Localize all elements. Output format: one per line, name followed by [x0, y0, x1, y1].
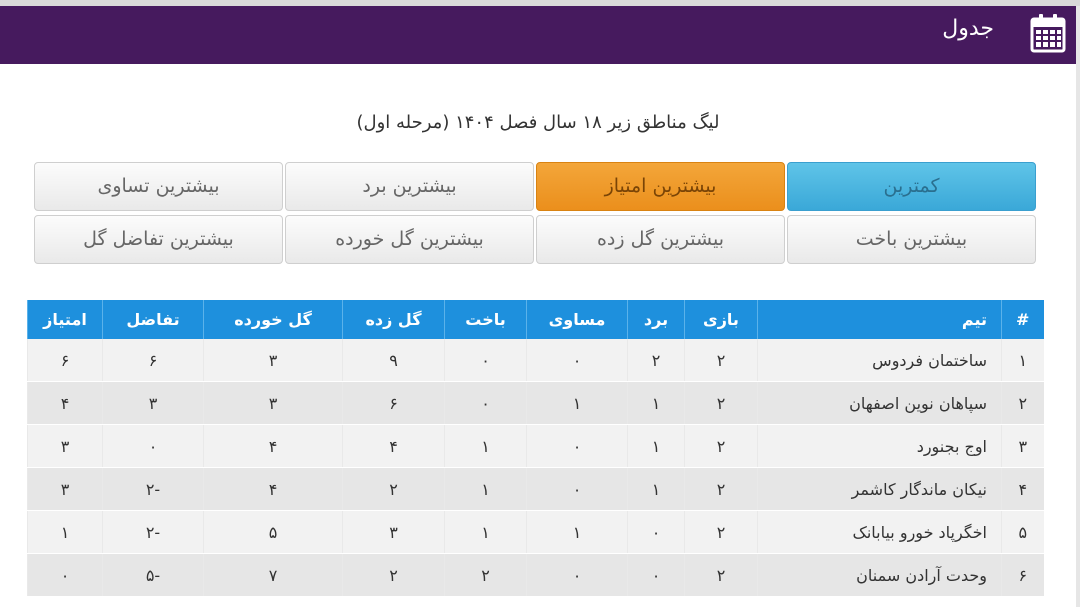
sort-most-goals-for-button[interactable]: بیشترین گل زده	[536, 215, 785, 264]
goals-for-cell: ۹	[343, 339, 445, 382]
col-wins[interactable]: برد	[628, 300, 685, 339]
sort-most-goals-against-button[interactable]: بیشترین گل خورده	[285, 215, 534, 264]
rank-cell: ۵	[1002, 511, 1044, 554]
col-played[interactable]: بازی	[685, 300, 758, 339]
goals-against-cell: ۳	[204, 382, 343, 425]
draws-cell: ۰	[527, 468, 628, 511]
col-goal-diff[interactable]: تفاضل	[103, 300, 204, 339]
losses-cell: ۱	[445, 425, 527, 468]
team-cell[interactable]: نیکان ماندگار کاشمر	[758, 468, 1002, 511]
goals-against-cell: ۵	[204, 511, 343, 554]
wins-cell: ۱	[628, 468, 685, 511]
team-cell[interactable]: وحدت آرادن سمنان	[758, 554, 1002, 597]
wins-cell: ۲	[628, 339, 685, 382]
wins-cell: ۰	[628, 511, 685, 554]
goals-for-cell: ۲	[343, 554, 445, 597]
losses-cell: ۲	[445, 554, 527, 597]
goal-diff-cell: -۵	[103, 554, 204, 597]
sort-least-button[interactable]: کمترین	[787, 162, 1036, 211]
losses-cell: ۱	[445, 468, 527, 511]
losses-cell: ۰	[445, 339, 527, 382]
sort-most-wins-button[interactable]: بیشترین برد	[285, 162, 534, 211]
league-title: لیگ مناطق زیر ۱۸ سال فصل ۱۴۰۴ (مرحله اول)	[356, 112, 720, 133]
team-cell[interactable]: اخگرپاد خورو بیابانک	[758, 511, 1002, 554]
wins-cell: ۰	[628, 554, 685, 597]
team-cell[interactable]: سپاهان نوین اصفهان	[758, 382, 1002, 425]
sort-most-goal-diff-button[interactable]: بیشترین تفاضل گل	[34, 215, 283, 264]
goal-diff-cell: ۶	[103, 339, 204, 382]
played-cell: ۲	[685, 382, 758, 425]
goals-for-cell: ۴	[343, 425, 445, 468]
goal-diff-cell: ۳	[103, 382, 204, 425]
goal-diff-cell: -۲	[103, 468, 204, 511]
col-rank[interactable]: #	[1002, 300, 1044, 339]
col-team[interactable]: تیم	[758, 300, 1002, 339]
sort-most-points-button[interactable]: بیشترین امتیاز	[536, 162, 785, 211]
wins-cell: ۱	[628, 382, 685, 425]
wins-cell: ۱	[628, 425, 685, 468]
right-edge-divider	[1076, 6, 1080, 607]
table-header-row	[28, 300, 1044, 339]
table-row[interactable]	[28, 511, 1044, 554]
played-cell: ۲	[685, 425, 758, 468]
rank-cell: ۲	[1002, 382, 1044, 425]
goals-for-cell: ۶	[343, 382, 445, 425]
header-bar	[0, 6, 1076, 64]
standings-table	[27, 300, 1044, 597]
team-cell[interactable]: ساختمان فردوس	[758, 339, 1002, 382]
losses-cell: ۰	[445, 382, 527, 425]
sort-most-draws-button[interactable]: بیشترین تساوی	[34, 162, 283, 211]
points-cell: ۳	[28, 468, 103, 511]
rank-cell: ۳	[1002, 425, 1044, 468]
goals-for-cell: ۲	[343, 468, 445, 511]
sort-buttons	[34, 162, 1036, 266]
goal-diff-cell: ۰	[103, 425, 204, 468]
table-row[interactable]	[28, 339, 1044, 382]
points-cell: ۶	[28, 339, 103, 382]
draws-cell: ۰	[527, 425, 628, 468]
played-cell: ۲	[685, 511, 758, 554]
rank-cell: ۶	[1002, 554, 1044, 597]
goals-against-cell: ۴	[204, 468, 343, 511]
goals-against-cell: ۴	[204, 425, 343, 468]
col-losses[interactable]: باخت	[445, 300, 527, 339]
played-cell: ۲	[685, 339, 758, 382]
sort-most-losses-button[interactable]: بیشترین باخت	[787, 215, 1036, 264]
draws-cell: ۱	[527, 511, 628, 554]
draws-cell: ۰	[527, 554, 628, 597]
goals-against-cell: ۳	[204, 339, 343, 382]
col-draws[interactable]: مساوی	[527, 300, 628, 339]
team-cell[interactable]: اوج بجنورد	[758, 425, 1002, 468]
losses-cell: ۱	[445, 511, 527, 554]
goals-for-cell: ۳	[343, 511, 445, 554]
col-goals-against[interactable]: گل خورده	[204, 300, 343, 339]
points-cell: ۰	[28, 554, 103, 597]
goal-diff-cell: -۲	[103, 511, 204, 554]
table-row[interactable]	[28, 554, 1044, 597]
played-cell: ۲	[685, 554, 758, 597]
points-cell: ۱	[28, 511, 103, 554]
draws-cell: ۱	[527, 382, 628, 425]
draws-cell: ۰	[527, 339, 628, 382]
header-title: جدول	[942, 16, 994, 41]
rank-cell: ۴	[1002, 468, 1044, 511]
played-cell: ۲	[685, 468, 758, 511]
points-cell: ۳	[28, 425, 103, 468]
col-goals-for[interactable]: گل زده	[343, 300, 445, 339]
points-cell: ۴	[28, 382, 103, 425]
table-row[interactable]	[28, 425, 1044, 468]
rank-cell: ۱	[1002, 339, 1044, 382]
goals-against-cell: ۷	[204, 554, 343, 597]
calendar-icon[interactable]	[1028, 11, 1068, 55]
col-points[interactable]: امتیاز	[28, 300, 103, 339]
table-row[interactable]	[28, 468, 1044, 511]
table-row[interactable]	[28, 382, 1044, 425]
